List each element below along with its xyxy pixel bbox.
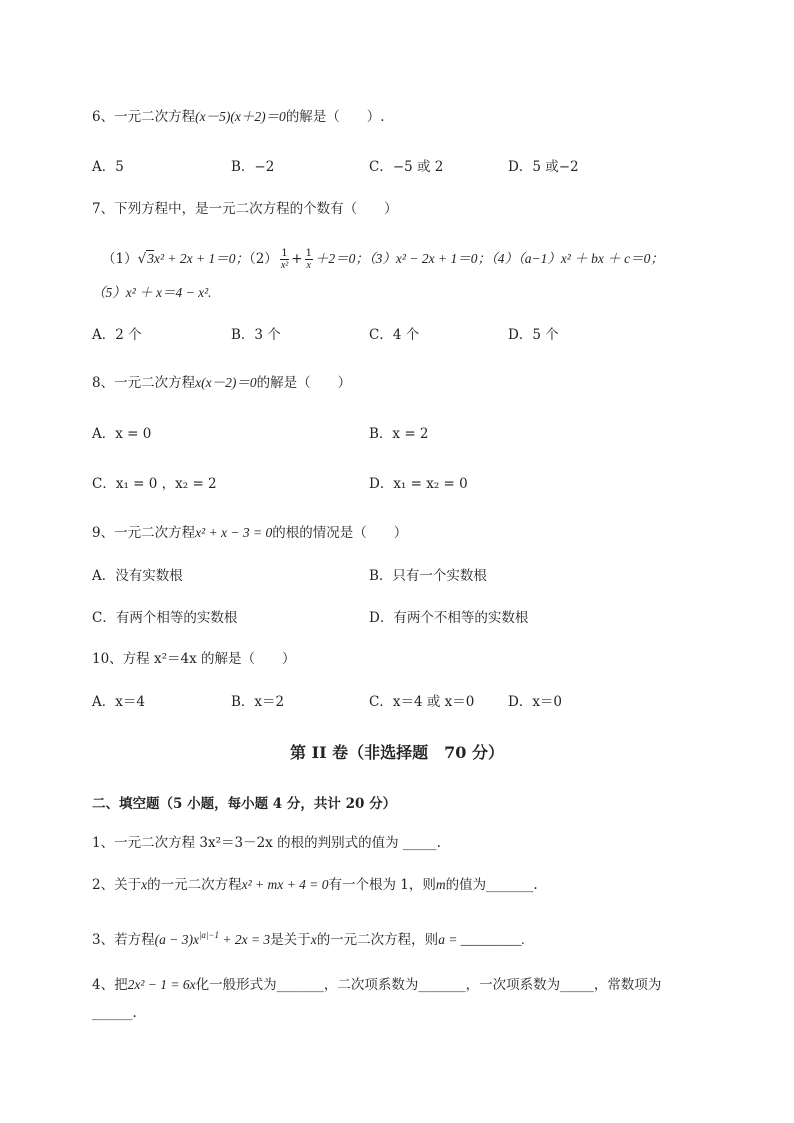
q9-option-a[interactable]: A．没有实数根 [92,568,183,584]
q9-prefix: 9、一元二次方程 [92,525,196,541]
q6-suffix: 的解是（ ）. [285,109,385,125]
fill-in-section-heading: 二、填空题（5 小题，每小题 4 分，共计 20 分） [92,796,397,812]
q7-option-c[interactable]: C．4 个 [369,327,420,343]
fill-in-2 [92,876,538,894]
fraction-denominator: x [306,260,311,271]
fraction-numerator: 1 [305,248,312,259]
section-2-title: 第 II 卷（非选择题 70 分） [290,743,504,762]
f3-mid: 是关于 [270,932,311,948]
q7-e3: （3）x² − 2x + 1＝0； [368,251,491,266]
question-7: 7、下列方程中，是一元二次方程的个数有（ ） [92,201,398,217]
fill-in-3 [92,926,525,949]
q7-option-d[interactable]: D．5 个 [508,327,559,343]
q9-suffix: 的根的情况是（ ） [272,525,408,541]
f3-exponent: |a|−1 [198,930,219,940]
q6-prefix: 6、一元二次方程 [92,109,196,125]
q6-equation: (x－5)(x＋2)＝0 [195,109,286,124]
fraction-denominator: x² [280,260,289,271]
q6-option-b[interactable]: B．−2 [231,159,275,175]
q7-e1-tail: x² + 2x + 1＝0； [153,251,249,266]
q6-option-d[interactable]: D．5 或−2 [508,159,579,175]
q7-e2-tail: ＋2＝0； [314,251,369,266]
f2-equation: x² + mx + 4 = 0 [241,877,329,892]
plus-sign: + [291,251,303,267]
q7-e1-label: （1） [102,251,138,267]
q6-option-a[interactable]: A．5 [92,159,124,175]
f3-answer-blank: a = _________. [438,932,525,947]
question-8 [92,374,351,392]
f4-prefix: 4、把 [92,977,128,993]
q6-option-c[interactable]: C．−5 或 2 [369,159,444,175]
q8-option-a[interactable]: A．x = 0 [92,426,152,442]
sqrt-symbol: √3 [137,251,154,267]
sqrt-radicand: 3 [147,251,154,266]
q8-option-d[interactable]: D．x₁ = x₂ = 0 [369,476,468,492]
q8-equation: x(x－2)＝0 [195,375,257,390]
fill-in-4 [92,976,661,994]
question-10: 10、方程 x²＝4x 的解是（ ） [92,651,296,667]
q8-suffix: 的解是（ ） [256,375,352,391]
f3-prefix: 3、若方程 [92,932,155,948]
fill-in-4-line2: ______. [92,1005,137,1021]
q7-equations-line2 [92,284,212,302]
q9-option-c[interactable]: C．有两个相等的实数根 [92,610,238,626]
q7-option-b[interactable]: B．3 个 [231,327,281,343]
fill-in-1: 1、一元二次方程 3x²＝3－2x 的根的判别式的值为 _____. [92,835,441,851]
q7-e2-label: （2） [248,251,278,267]
q7-e5: （5）x² ＋ x＝4 − x². [92,285,212,300]
question-6 [92,108,385,126]
q8-option-c[interactable]: C．x₁ = 0 ，x₂ = 2 [92,476,217,492]
q10-option-b[interactable]: B．x＝2 [231,694,285,710]
question-9 [92,524,407,542]
f2-post: 有一个根为 1，则 [328,877,436,893]
fraction-1-over-x2 [280,248,289,271]
f2-var-x: x [141,877,148,892]
f3-equation-rest: + 2x = 3 [218,932,271,947]
q8-prefix: 8、一元二次方程 [92,375,196,391]
q10-option-c[interactable]: C．x＝4 或 x＝0 [369,694,475,710]
fraction-1-over-x [305,248,313,271]
q9-option-d[interactable]: D．有两个不相等的实数根 [369,610,529,626]
q10-option-d[interactable]: D．x＝0 [508,694,563,710]
q9-equation: x² + x − 3 = 0 [195,525,273,540]
q8-option-b[interactable]: B．x = 2 [369,426,429,442]
q7-equations-line1 [102,248,664,271]
q7-e4: （4）（a−1）x² ＋ bx ＋ c＝0； [490,251,664,266]
f3-equation: (a − 3)x [154,932,199,947]
f4-line1: 化一般形式为_______，二次项系数为_______，一次项系数为_____，常数项为 [195,977,662,993]
f2-tail: 的值为_______. [445,877,538,893]
fraction-numerator: 1 [281,248,288,259]
q7-option-a[interactable]: A．2 个 [92,327,142,343]
f2-var-m: m [435,877,446,892]
q9-option-b[interactable]: B．只有一个实数根 [369,568,487,584]
q10-option-a[interactable]: A．x＝4 [92,694,145,710]
f3-tail: 的一元二次方程，则 [316,932,439,948]
f2-prefix: 2、关于 [92,877,142,893]
f4-equation: 2x² − 1 = 6x [127,977,196,992]
f2-mid: 的一元二次方程 [147,877,242,893]
f3-var-x: x [310,932,317,947]
